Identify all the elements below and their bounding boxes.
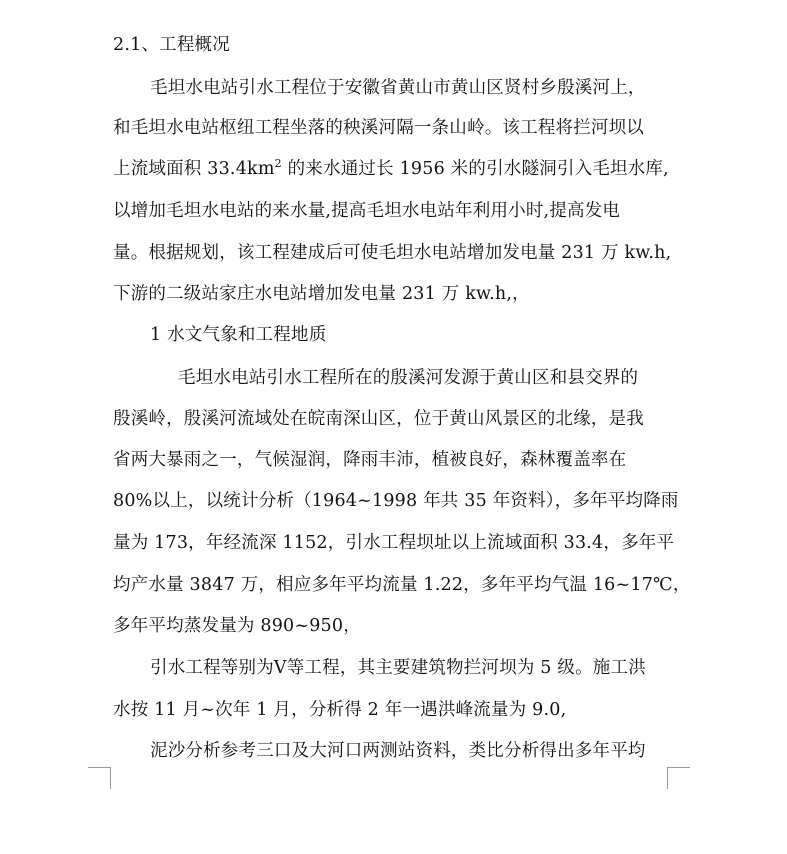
para2-line2: 殷溪岭，殷溪河流域处在皖南深山区，位于黄山风景区的北缘，是我 [113, 409, 644, 429]
para2-line7: 多年平均蒸发量为 890~950， [113, 616, 361, 636]
para1-line3-post: 的来水通过长 1956 米的引水隧洞引入毛坦水库, [281, 159, 669, 179]
para2-line3: 省两大暴雨之一，气候湿润，降雨丰沛，植被良好，森林覆盖率在 [113, 450, 627, 470]
subheading: 1 水文气象和工程地质 [150, 325, 327, 345]
para1-line2: 和毛坦水电站枢纽工程坐落的秧溪河隔一条山岭。该工程将拦河坝以 [113, 118, 644, 138]
para4-line1: 泥沙分析参考三口及大河口两测站资料，类比分析得出多年平均 [150, 741, 646, 761]
section-heading: 2.1、工程概况 [113, 35, 230, 55]
para1-line4: 以增加毛坦水电站的来水量,提高毛坦水电站年利用小时,提高发电 [113, 201, 621, 221]
para1-line3 [113, 157, 669, 181]
para1-line6: 下游的二级站家庄水电站增加发电量 231 万 kw.h,， [113, 284, 530, 304]
superscript-2: 2 [274, 157, 282, 170]
para1-line5: 量。根据规划，该工程建成后可使毛坦水电站增加发电量 231 万 kw.h, [113, 243, 672, 263]
para2-line6: 均产水量 3847 万，相应多年平均流量 1.22，多年平均气温 16~17℃， [113, 575, 691, 595]
para3-line2: 水按 11 月~次年 1 月，分析得 2 年一遇洪峰流量为 9.0, [113, 700, 567, 720]
para2-line4: 80%以上，以统计分析（1964~1998 年共 35 年资料），多年平均降雨 [113, 491, 679, 511]
page-margin-corner-left [88, 767, 111, 789]
para1-line1: 毛坦水电站引水工程位于安徽省黄山市黄山区贤村乡殷溪河上， [150, 78, 646, 98]
para2-line1: 毛坦水电站引水工程所在的殷溪河发源于黄山区和县交界的 [178, 368, 639, 388]
para3-line1: 引水工程等别为Ⅴ等工程，其主要建筑物拦河坝为 5 级。施工洪 [150, 658, 646, 678]
para2-line5: 量为 173，年经流深 1152，引水工程坝址以上流域面积 33.4，多年平 [113, 533, 675, 553]
page-margin-corner-right [667, 767, 690, 789]
para1-line3-pre: 上流域面积 33.4km [113, 159, 275, 179]
